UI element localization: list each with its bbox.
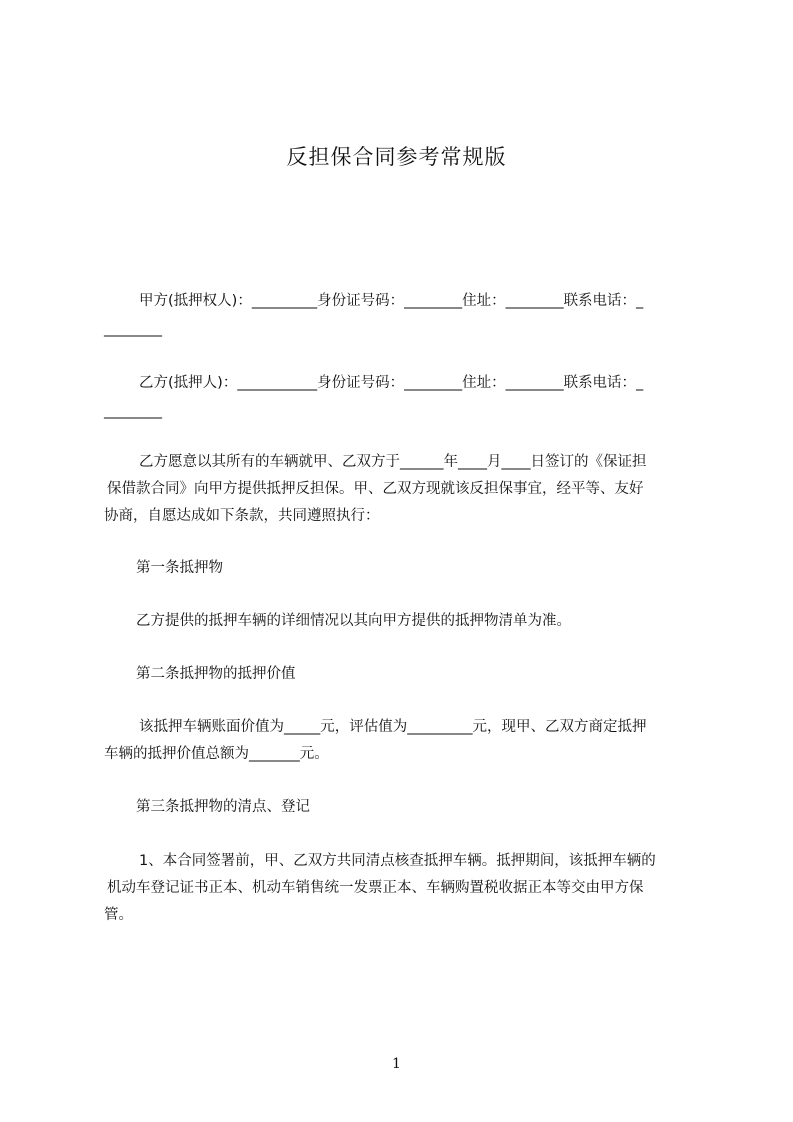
document-title: 反担保合同参考常规版 xyxy=(286,145,507,169)
article-2-body-line-1: 该抵押车辆账面价值为_____元，评估值为_________元，现甲、乙双方商定抵押 xyxy=(139,719,647,735)
party-b-line-2: ________ xyxy=(104,403,162,419)
preamble-line-3: 协商，自愿达成如下条款，共同遵照执行： xyxy=(104,508,380,524)
article-3-clause-1-line-2: 机动车登记证书正本、机动车销售统一发票正本、车辆购置税收据正本等交由甲方保 xyxy=(107,880,644,896)
party-b-line-1: 乙方(抵押人)：___________身份证号码：________住址：________联系电话：_ xyxy=(139,375,644,391)
page-number: 1 xyxy=(392,1056,401,1072)
preamble-line-1: 乙方愿意以其所有的车辆就甲、乙双方于______年____月____日签订的《保证担 xyxy=(139,454,647,470)
article-2-body-line-2: 车辆的抵押价值总额为_______元。 xyxy=(104,746,329,762)
article-1-heading: 第一条抵押物 xyxy=(136,560,223,576)
article-3-clause-1-line-3: 管。 xyxy=(104,907,133,923)
party-a-line-2: ________ xyxy=(104,321,162,337)
article-2-heading: 第二条抵押物的抵押价值 xyxy=(136,666,296,682)
preamble-line-2: 保借款合同》向甲方提供抵押反担保。甲、乙双方现就该反担保事宜，经平等、友好 xyxy=(107,481,644,497)
party-a-line-1: 甲方(抵押权人)：_________身份证号码：________住址：________联系电话：_ xyxy=(139,293,644,309)
article-3-clause-1-line-1: 1、本合同签署前，甲、乙双方共同清点核查抵押车辆。抵押期间，该抵押车辆的 xyxy=(139,853,656,869)
article-3-heading: 第三条抵押物的清点、登记 xyxy=(136,799,310,815)
article-1-body: 乙方提供的抵押车辆的详细情况以其向甲方提供的抵押物清单为准。 xyxy=(136,613,571,629)
